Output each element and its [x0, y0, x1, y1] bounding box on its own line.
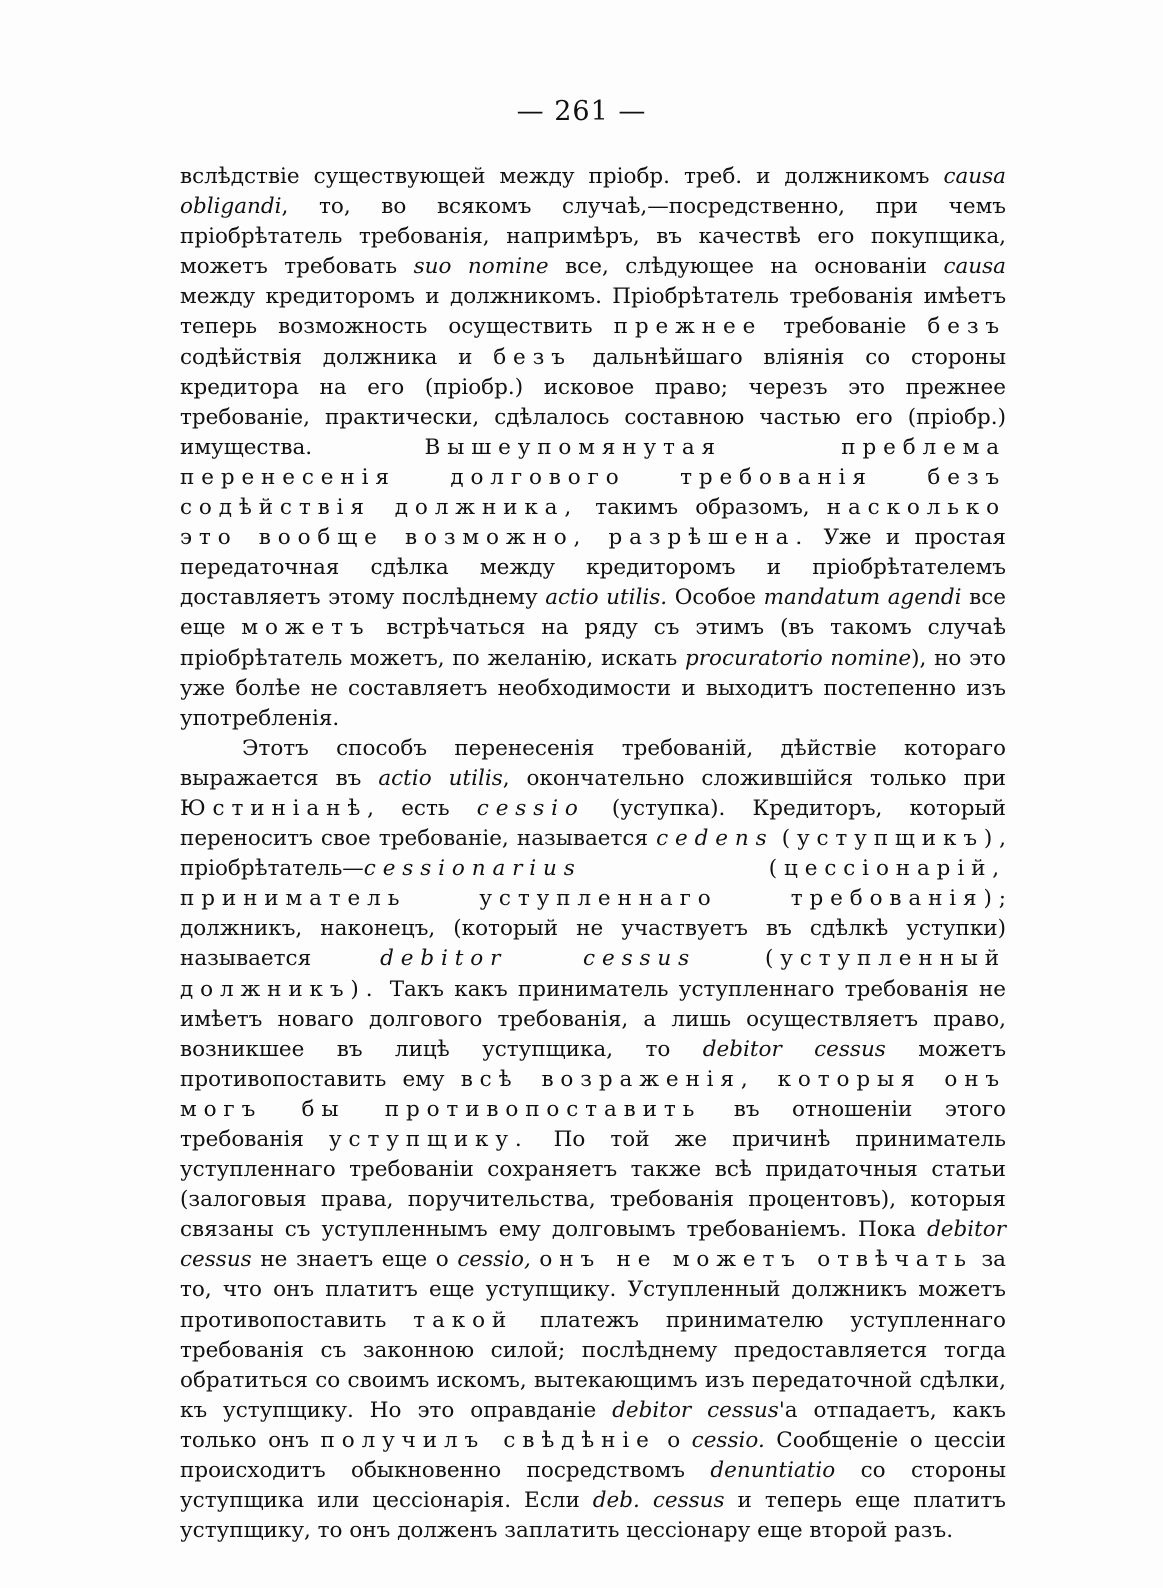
spaced-emphasis: безъ [927, 314, 1006, 340]
latin-term: cessionarius [363, 856, 582, 882]
text-run: , есть [367, 795, 477, 821]
text-run: за то, что онъ платитъ еще уступщику. Уступленный должникъ можетъ противопоставить [180, 1247, 1006, 1333]
text-run: ; должникъ, наконецъ, (который не участвуетъ въ сдѣлкѣ уступки) называется [180, 886, 1006, 972]
text-run: можетъ противопоставить ему [180, 1036, 1006, 1092]
text-run: со стороны уступщика или цессіонарія. Если [180, 1458, 1006, 1514]
text-run [582, 856, 769, 881]
latin-term: procuratorio nomine [685, 645, 912, 671]
text-run: такимъ образомъ, [578, 495, 827, 521]
paragraph-1 [180, 162, 1006, 734]
spaced-emphasis: безъ [493, 344, 572, 370]
text-run: и теперь еще платитъ уступщику, то онъ долженъ заплатить цессіонару еще второй разъ. [180, 1488, 1006, 1544]
latin-term: suo nomine [413, 254, 549, 280]
spaced-emphasis: уступщику. [329, 1127, 529, 1152]
spaced-emphasis: (уступленный должникъ). [180, 946, 1006, 1002]
text-run: все, слѣдующее на основаніи [548, 254, 944, 280]
paragraph-2 [180, 734, 1006, 1547]
text-run: все еще [180, 585, 1006, 641]
text-run: въ отношеніи этого требованія [180, 1096, 1006, 1152]
text-run: платежъ принимателю уступленнаго требованія съ законною силой; послѣднему предоставляется тогда обратиться со своимъ искомъ, вытекающимъ изъ передаточной сдѣлки, къ уступщику. Но это оправданіе [180, 1307, 1006, 1423]
text-run: не знаетъ еще о [251, 1247, 458, 1273]
spaced-emphasis: можетъ [241, 615, 371, 641]
text-body [180, 162, 1006, 1546]
latin-term: debitor cessus [380, 946, 697, 972]
spaced-emphasis: (цессіонарій, приниматель уступленнаго требованія) [180, 856, 1006, 912]
text-run: 'а отпадаетъ, какъ только онъ [180, 1397, 1006, 1453]
latin-term: cedens [656, 826, 774, 852]
latin-term: debitor cessus [702, 1036, 886, 1062]
text-run: (уступка). Кредиторъ, который переноситъ свое требованіе, называется [180, 795, 1006, 852]
text-run: Этотъ способъ перенесенія требованій, дѣйствіе котораго выражается въ [180, 735, 1006, 791]
page-number: — 261 — [516, 96, 647, 127]
spaced-emphasis: (уступщикъ) [781, 826, 1000, 852]
text-run: По той же причинѣ приниматель уступленнаго требованіи сохраняетъ также всѣ придаточныя статьи (залоговыя права, поручительства, требованія процентовъ), которыя связаны съ уступленнымъ ему долговымъ требованіемъ. Пока [180, 1127, 1007, 1243]
text-run: вслѣдствіе существующей между пріобр. треб. и должникомъ [180, 164, 944, 189]
spaced-emphasis: прежнее [613, 314, 763, 340]
text-run: Особое [667, 585, 764, 611]
latin-term: actio utilis [378, 765, 503, 791]
text-run: Сообщеніе о цессіи происходитъ обыкновенно посредствомъ [180, 1427, 1006, 1484]
latin-term: causa [943, 254, 1006, 280]
latin-term: debitor cessus [180, 1217, 1006, 1273]
text-run: дальнѣйшаго вліянія со стороны кредитора на его (пріобр.) исковое право; черезъ это прежнее требованіе, практически, сдѣлалось составною частью его (пріобр.) имущества. [180, 344, 1006, 460]
text-run: ), но это уже болѣе не составляетъ необходимости и выходитъ постепенно изъ употребленія. [180, 645, 1006, 731]
text-run: содѣйствія должника и [180, 344, 494, 370]
text-run [696, 946, 765, 971]
text-run: требованіе [762, 314, 928, 340]
latin-term: deb. cessus [592, 1488, 725, 1514]
spaced-emphasis: такой [413, 1307, 514, 1333]
spaced-emphasis: насколько это вообще возможно, разрѣшена. [180, 495, 1006, 551]
text-run: Уже и простая передаточная сдѣлка между кредиторомъ и пріобрѣтателемъ доставляетъ этому послѣднему [180, 525, 1006, 611]
text-run: Такъ какъ приниматель уступленнаго требованія не имѣетъ новаго долгового требованія, а лишь осуществляетъ право, возникшее въ лицѣ уступщика, то [180, 976, 1006, 1062]
latin-term: cessio. [691, 1427, 765, 1453]
spaced-emphasis: всѣ возраженія, которыя онъ могъ бы противопоставить [180, 1066, 1006, 1122]
text-run: встрѣчаться на ряду съ этимъ (въ такомъ случаѣ пріобрѣтатель можетъ, по желанію, искать [180, 615, 1006, 671]
spaced-emphasis: получилъ свѣдѣніе [320, 1427, 656, 1453]
latin-term: cessio [476, 795, 585, 821]
latin-term: cessio, [457, 1247, 531, 1273]
text-run: , пріобрѣтатель— [180, 826, 1006, 882]
text-run: о [655, 1427, 692, 1453]
spaced-emphasis: Вышеупомянутая преблема перенесенія долгового требованія безъ содѣйствія должника, [180, 434, 1006, 521]
text-run: между кредиторомъ и должникомъ. Пріобрѣтатель требованія имѣетъ теперь возможность осуществить [180, 284, 1006, 340]
text-run [774, 826, 782, 851]
latin-term: denuntiatio [710, 1458, 836, 1484]
spaced-emphasis: онъ не можетъ отвѣчать [539, 1247, 973, 1273]
latin-term: actio utilis. [545, 585, 668, 611]
text-run: , окончательно сложившійся только при [502, 765, 1006, 791]
text-run: , то, во всякомъ случаѣ,—посредственно, при чемъ пріобрѣтатель требованія, напримѣръ, въ качествѣ его покупщика, можетъ требовать [180, 194, 1006, 280]
latin-term: debitor cessus [612, 1397, 779, 1423]
latin-term: causa obligandi [180, 164, 1006, 220]
spaced-emphasis: Юстиніанѣ [180, 795, 368, 821]
latin-term: mandatum agendi [763, 585, 962, 611]
